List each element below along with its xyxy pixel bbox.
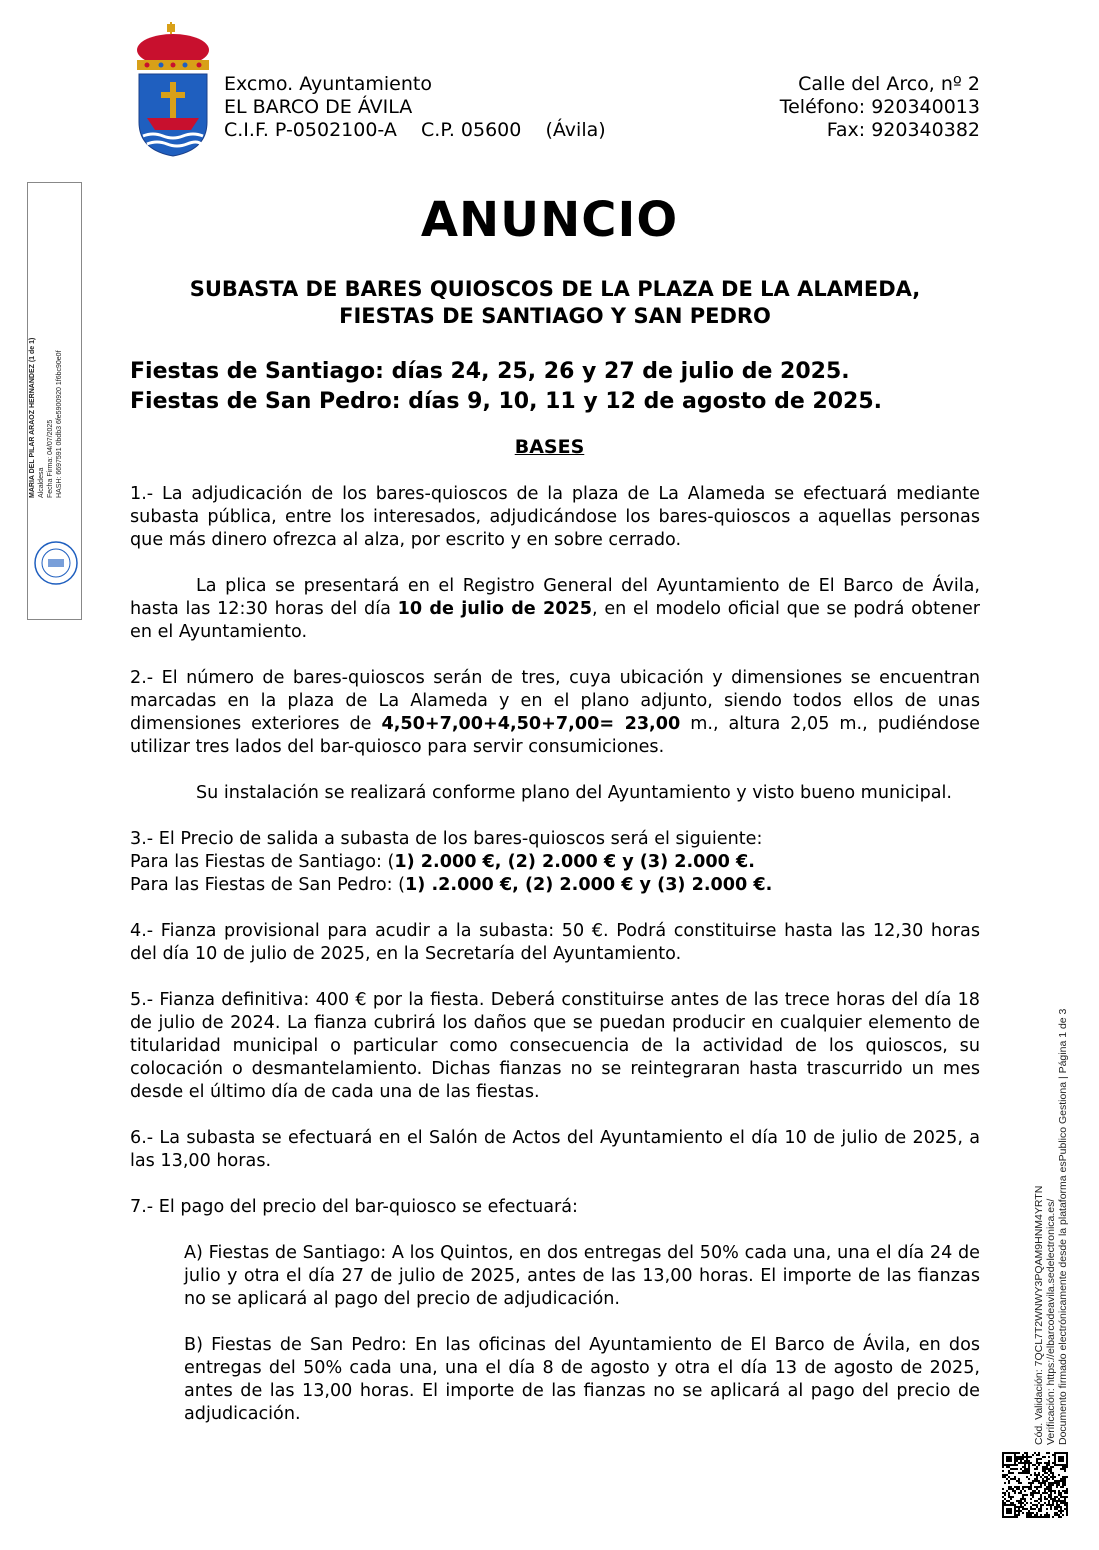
header-right-line: Calle del Arco, nº 2 bbox=[798, 73, 980, 95]
festival-dates bbox=[130, 357, 1030, 417]
signature-text bbox=[28, 298, 80, 498]
paragraph-3: 3.- El Precio de salida a subasta de los bares-quioscos será el siguiente: bbox=[130, 829, 763, 849]
verification-line: Verificación: https://elbarcodeavila.sedelectronica.es/ bbox=[1045, 1198, 1057, 1445]
paragraph-2: 2.- El número de bares-quioscos serán de tres, cuya ubicación y dimensiones se encuentran marcadas en la plaza de La Alameda y en el plano adjunto, siendo todos ellos de unas dimensiones exteriores de 4,50+7,00+4,50+7,00= 23,00 m., altura 2,05 m., pudiéndose utilizar tres lados del bar-quiosco para servir consumiciones. bbox=[130, 668, 980, 757]
document-body bbox=[130, 483, 980, 1449]
page-title: ANUNCIO bbox=[420, 192, 679, 248]
qr-code-icon bbox=[1002, 1452, 1068, 1518]
signature-line: Alcaldesa bbox=[38, 467, 45, 498]
paragraph-6: 6.- La subasta se efectuará en el Salón de Actos del Ayuntamiento el día 10 de julio de 2025, a las 13,00 horas. bbox=[130, 1128, 980, 1171]
price-san-pedro: Para las Fiestas de San Pedro: (1) .2.000 €, (2) 2.000 € y (3) 2.000 €. bbox=[130, 875, 773, 895]
header-right bbox=[700, 73, 980, 142]
header-left-line: C.I.F. P-0502100-A C.P. 05600 (Ávila) bbox=[224, 119, 606, 141]
verification-line: Documento firmado electrónicamente desde la plataforma esPublico Gestiona | Página 1 de 3 bbox=[1057, 1008, 1069, 1445]
date-line: Fiestas de San Pedro: días 9, 10, 11 y 12 de agosto de 2025. bbox=[130, 389, 882, 414]
signature-line: Fecha Firma: 04/07/2025 bbox=[47, 419, 54, 498]
subtitle-line: SUBASTA DE BARES QUIOSCOS DE LA PLAZA DE LA ALAMEDA, bbox=[189, 277, 921, 301]
subtitle bbox=[110, 276, 1000, 330]
paragraph-1: 1.- La adjudicación de los bares-quioscos de la plaza de La Alameda se efectuará mediante subasta pública, entre los interesados, adjudicándose los bares-quioscos a aquellas personas que más dinero ofrezca al alza, por escrito y en sobre cerrado. bbox=[130, 484, 980, 550]
dimensions: 4,50+7,00+4,50+7,00= 23,00 bbox=[381, 714, 681, 734]
signature-seal-icon bbox=[33, 540, 79, 586]
header-left-line: EL BARCO DE ÁVILA bbox=[224, 96, 413, 118]
paragraph-2b: Su instalación se realizará conforme plano del Ayuntamiento y visto bueno municipal. bbox=[196, 783, 952, 803]
coat-of-arms-logo bbox=[133, 22, 213, 158]
paragraph-7a: A) Fiestas de Santiago: A los Quintos, en dos entregas del 50% cada una, una el día 24 de julio y otra el día 27 de julio de 2025, antes de las 13,00 horas. El importe de las fianzas no se aplicará al pago del precio de adjudicación. bbox=[184, 1243, 980, 1309]
header-right-line: Fax: 920340382 bbox=[826, 119, 980, 141]
header-left-line: Excmo. Ayuntamiento bbox=[224, 73, 432, 95]
paragraph-7: 7.- El pago del precio del bar-quiosco se efectuará: bbox=[130, 1197, 578, 1217]
deadline-date: 10 de julio de 2025 bbox=[397, 599, 592, 619]
paragraph-1b: La plica se presentará en el Registro General del Ayuntamiento de El Barco de Ávila, hasta las 12:30 horas del día 10 de julio de 2025, en el modelo oficial que se podrá obtener en el Ayuntamiento. bbox=[130, 576, 980, 642]
paragraph-5: 5.- Fianza definitiva: 400 € por la fiesta. Deberá constituirse antes de las trece horas del día 18 de julio de 2024. La fianza cubrirá los daños que se puedan producir en cualquier elemento de titularidad municipal o particular como consecuencia de la actividad de los quioscos, su colocación o desmantelamiento. Dichas fianzas no se reintegraran hasta trascurrido un mes desde el último día de cada una de las fiestas. bbox=[130, 990, 980, 1102]
signature-line: HASH: 6697591 0bdb3 6fe5900920 1f6bc90e0f bbox=[56, 350, 63, 498]
bases-heading: BASES bbox=[514, 436, 585, 458]
header-right-line: Teléfono: 920340013 bbox=[779, 96, 980, 118]
signature-line: MARIA DEL PILAR ARAOZ HERNANDEZ (1 de 1) bbox=[29, 337, 36, 498]
paragraph-4: 4.- Fianza provisional para acudir a la subasta: 50 €. Podrá constituirse hasta las 12,30 horas del día 10 de julio de 2025, en la Secretaría del Ayuntamiento. bbox=[130, 921, 980, 964]
header-left bbox=[224, 73, 704, 142]
price-santiago: Para las Fiestas de Santiago: (1) 2.000 €, (2) 2.000 € y (3) 2.000 €. bbox=[130, 852, 755, 872]
paragraph-7b: B) Fiestas de San Pedro: En las oficinas del Ayuntamiento de El Barco de Ávila, en dos entregas del 50% cada una, una el día 8 de agosto y otra el día 13 de agosto de 2025, antes de las 13,00 horas. El importe de las fianzas no se aplicará al pago del precio de adjudicación. bbox=[184, 1335, 980, 1424]
verification-line: Cód. Validación: 7QCL7T2WNWY3PQAM9HNM4YRTN bbox=[1033, 1185, 1045, 1445]
subtitle-line: FIESTAS DE SANTIAGO Y SAN PEDRO bbox=[339, 304, 771, 328]
date-line: Fiestas de Santiago: días 24, 25, 26 y 27 de julio de 2025. bbox=[130, 359, 850, 384]
verification-text bbox=[1033, 965, 1069, 1445]
